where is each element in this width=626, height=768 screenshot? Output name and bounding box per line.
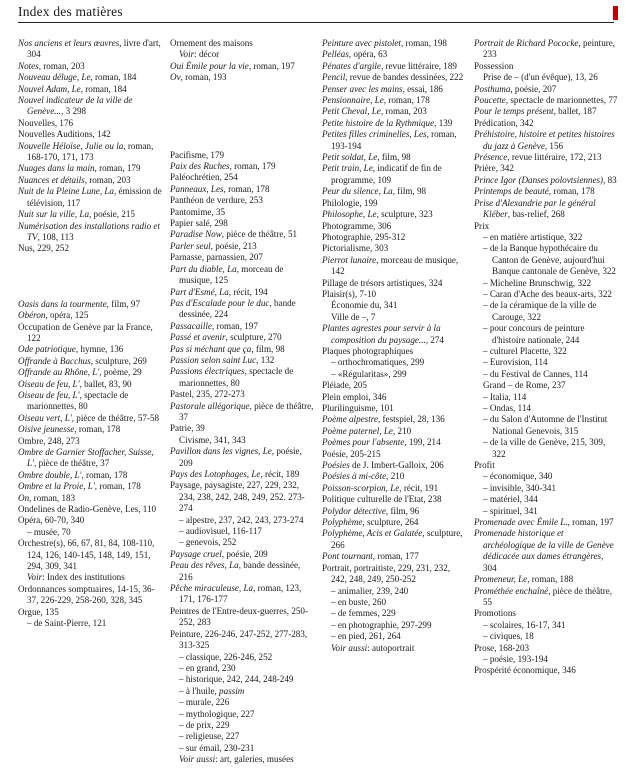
index-entry: Nouvelle Héloïse, Julie ou la, roman, 168-170, 171, 173	[18, 140, 154, 163]
index-entry: Pas si méchant que ça, film, 98	[170, 343, 285, 354]
index-subentry: Ville de –, 7	[331, 311, 376, 322]
index-entry: Pléiade, 205	[322, 380, 367, 391]
index-subentry: – de prix, 229	[179, 719, 230, 730]
index-entry: Nouveau déluge, Le, roman, 184	[18, 72, 137, 83]
index-entry: Posthuma, poésie, 207	[474, 83, 557, 94]
index-entry: Poisson-scorpion, Le, récit, 191	[322, 482, 439, 493]
index-entry: Paix des Ruches, roman, 179	[170, 161, 276, 172]
index-entry: Parler seul, poésie, 213	[170, 240, 257, 251]
index-entry: Peur du silence, La, film, 98	[322, 186, 427, 197]
index-entry: Pictorialisme, 303	[322, 243, 389, 254]
index-entry: Oiseau de feu, L', spectacle de marionnettes, 80	[18, 389, 129, 412]
index-entry: Politique culturelle de l'Etat, 238	[322, 494, 442, 505]
index-entry: Prière, 342	[474, 163, 514, 174]
index-entry: Portrait de Richard Pococke, peinture, 233	[474, 38, 616, 60]
index-subentry: Voir: décor	[179, 49, 220, 60]
index-entry: Peinture, 226-246, 247-252, 277-283, 313-325	[170, 628, 308, 651]
index-entry: Papier salé, 298	[170, 218, 228, 229]
index-entry: Nuances et détails, roman, 203	[18, 174, 131, 185]
index-subentry: Voir aussi: autoportrait	[331, 642, 415, 653]
index-entry: Ov, roman, 193	[170, 72, 227, 83]
index-entry: Prix	[474, 220, 490, 231]
index-column-1	[18, 38, 162, 630]
index-subentry: – scolaires, 16-17, 341	[483, 619, 566, 630]
index-entry: Occupation de Genève par la France, 122	[18, 321, 153, 343]
index-subentry: – Ondas, 114	[483, 403, 531, 413]
index-subentry: – spirituel, 341	[483, 505, 538, 516]
index-entry: Prédication, 342	[474, 117, 534, 128]
index-entry: Polyphème, sculpture, 264	[322, 517, 419, 528]
index-entry: Préhistoire, histoire et petites histoires du jazz à Genève, 156	[474, 129, 615, 151]
index-entry: Promotions	[474, 608, 516, 619]
index-subentry: – animalier, 239, 240	[331, 585, 409, 596]
index-entry: Patrie, 39	[170, 423, 205, 434]
index-entry: Pêche miraculeuse, La, roman, 123, 171, 176-177	[170, 583, 302, 605]
index-entry: Nouvel Adam, Le, roman, 184	[18, 83, 127, 94]
index-subentry: – Eurovision, 114	[483, 357, 548, 368]
index-columns	[18, 38, 616, 766]
index-subentry: – économique, 340	[483, 471, 553, 482]
letter-gap	[18, 255, 162, 277]
index-entry: Petit train, Le, indicatif de fin de programme, 109	[322, 163, 442, 185]
index-entry: Opéra, 60-70, 340	[18, 515, 85, 526]
index-entry: Nouvel indicateur de la ville de Genève..., 3 298	[18, 95, 133, 117]
index-entry: Pastel, 235, 272-273	[170, 389, 245, 400]
index-subentry: – musée, 70	[27, 526, 71, 537]
index-entry: Poésie, 205-215	[322, 448, 381, 459]
index-entry: Profit	[474, 460, 495, 471]
index-subentry: Prise de – (d'un évêque), 13, 26	[483, 72, 598, 83]
index-entry: Poème alpestre, festspiel, 28, 136	[322, 414, 445, 425]
index-entry: Nuit sur la ville, La, poésie, 215	[18, 209, 135, 220]
index-subentry: – de la Banque hypothécaire du Canton de Genève, aujourd'hui Banque cantonale de Genève, 322	[483, 243, 616, 277]
index-entry: Oisive jeunesse, roman, 178	[18, 424, 121, 435]
index-entry: Possession	[474, 60, 514, 71]
index-entry: Prince Igor (Danses polovtsiennes), 83	[474, 174, 617, 185]
index-entry: Philosophe, Le, sculpture, 323	[322, 209, 433, 220]
index-entry: Prose, 168-203	[474, 642, 530, 653]
index-entry: Poème paternel, Le, 210	[322, 425, 412, 436]
index-entry: Photogramme, 306	[322, 220, 392, 231]
index-entry: Numérisation des installations radio et TV, 108, 113	[18, 220, 160, 242]
index-subentry: Grand – de Rome, 237	[483, 380, 566, 391]
index-entry: Pantomime, 35	[170, 206, 226, 217]
index-entry: Panneaux, Les, roman, 178	[170, 183, 270, 194]
index-entry: Ondelines de Radio-Genève, Les, 110	[18, 504, 157, 515]
letter-gap	[170, 128, 314, 150]
index-column-3	[322, 38, 466, 654]
index-entry: Peintres de l'Entre-deux-guerres, 250-252, 283	[170, 605, 308, 628]
index-entry: Poucette, spectacle de marionnettes, 77	[474, 95, 618, 106]
index-subentry: – du Salon d'Automne de l'Institut National Genevois, 315	[483, 414, 608, 436]
index-entry: Offrande au Rhône, L', poème, 29	[18, 367, 142, 378]
index-entry: Poésies à mi-côte, 210	[322, 471, 405, 482]
page-title: Index des matières	[18, 4, 123, 19]
index-entry: Petite histoire de la Rythmique, 139	[322, 117, 453, 128]
index-entry: Nouvelles Auditions, 142	[18, 129, 111, 140]
index-entry: Plaisir(s), 7-10	[322, 288, 377, 299]
index-entry: Notes, roman, 203	[18, 60, 85, 71]
index-entry: Pacifisme, 179	[170, 149, 225, 160]
index-entry: Nuages dans la main, roman, 179	[18, 163, 141, 174]
index-entry: Ode patriotique, hymne, 136	[18, 344, 124, 355]
index-subentry: Économie du, 341	[331, 300, 398, 311]
index-entry: Petit Cheval, Le, roman, 203	[322, 106, 427, 117]
index-entry: Poésies de J. Imbert-Galloix, 206	[322, 460, 444, 471]
index-entry: On, roman, 183	[18, 492, 76, 503]
index-entry: Ombre double, L', roman, 178	[18, 469, 128, 480]
index-entry: Nus, 229, 252	[18, 243, 70, 254]
index-entry: Nouvelles, 176	[18, 117, 74, 128]
index-entry: Oiseau vert, L', pièce de théâtre, 57-58	[18, 412, 160, 423]
index-entry: Pillage de trésors artistiques, 324	[322, 277, 443, 288]
index-entry: Pencil, revue de bandes dessinées, 222	[322, 72, 464, 83]
index-entry: Prise d'Alexandrie par le général Kléber, bas-relief, 268	[474, 197, 596, 220]
index-subentry: – «Régularitas», 299	[331, 368, 407, 379]
index-subentry: – en pied, 261, 264	[331, 631, 401, 642]
index-entry: Pierrot lunaire, morceau de musique, 142	[322, 254, 459, 277]
index-subentry: – pour concours de peinture d'histoire nationale, 244	[483, 323, 585, 345]
index-subentry: – de la ville de Genève, 215, 309, 322	[483, 437, 606, 459]
index-entry: Petit soldat, Le, film, 98	[322, 152, 411, 163]
letter-gap	[170, 84, 314, 106]
index-entry: Printemps de beauté, roman, 178	[474, 186, 595, 197]
index-subentry: – mythologique, 227	[179, 708, 255, 719]
index-entry: Passions électriques, spectacle de marionnettes, 80	[170, 366, 294, 388]
header-accent-mark	[613, 6, 618, 20]
letter-gap	[170, 106, 314, 128]
index-entry: Polyphème, Acis et Galatée, sculpture, 266	[322, 528, 463, 550]
index-subentry: – Micheline Brunschwig, 322	[483, 277, 592, 288]
index-subentry: – poésie, 193-194	[483, 653, 548, 664]
index-column-4	[474, 38, 618, 677]
index-subentry: – à l'huile, passim	[179, 685, 245, 696]
index-subentry: – alpestre, 237, 242, 243, 273-274	[179, 514, 304, 525]
index-entry: Plaques photographiques	[322, 345, 414, 356]
index-subentry: – Caran d'Ache des beaux-arts, 322	[483, 288, 612, 299]
index-subentry: Civisme, 341, 343	[179, 434, 246, 445]
index-column-2	[170, 38, 314, 766]
index-subentry: – en photographie, 297-299	[331, 619, 432, 630]
index-entry: Ombre et la Proie, L', roman, 178	[18, 481, 141, 492]
index-entry: Passacaille, roman, 197	[170, 320, 258, 331]
index-subentry: – Italia, 114	[483, 391, 527, 402]
index-entry: Promenade avec Émile L., roman, 197	[474, 517, 614, 528]
index-entry: Ordonnances somptuaires, 14-15, 36-37, 226-229, 258-260, 328, 345	[18, 583, 155, 606]
index-entry: Part du diable, La, morceau de musique, 125	[170, 263, 284, 286]
index-entry: Plantes agrestes pour servir à la composition du paysage..., 274	[322, 323, 444, 345]
index-entry: Paradise Now, pièce de théâtre, 51	[170, 229, 298, 240]
index-subentry: – culturel Placette, 322	[483, 345, 567, 356]
index-entry: Orgue, 135	[18, 606, 59, 617]
index-subentry: – orthochromatiques, 299	[331, 357, 425, 368]
index-entry: Portrait, portraitiste, 229, 231, 232, 242, 248, 249, 250-252	[322, 562, 451, 585]
index-entry: Penser avec les mains, essai, 186	[322, 83, 443, 94]
index-entry: Oasis dans la tourmente, film, 97	[18, 298, 141, 309]
index-entry: Poèmes pour l'absente, 199, 214	[322, 437, 441, 448]
index-entry: Oui Émile pour la vie, roman, 197	[170, 60, 295, 71]
index-entry: Parnasse, parnassien, 207	[170, 252, 263, 263]
index-entry: Photographie, 295-312	[322, 231, 406, 242]
index-entry: Part d'Esmé, La, récit, 194	[170, 286, 268, 297]
index-entry: Offrande à Bacchus, sculpture, 269	[18, 355, 147, 366]
index-entry: Paysage, paysagiste, 227, 229, 232, 234, 238, 242, 248, 249, 252. 273-274	[170, 480, 305, 514]
index-entry: Paysage cruel, poésie, 209	[170, 548, 268, 559]
index-entry: Pavillon dans les vignes, Le, poésie, 209	[170, 446, 302, 468]
index-subentry: – en grand, 230	[179, 662, 236, 673]
index-entry: Pas d'Escalade pour le duc, bande dessinée, 224	[170, 297, 296, 320]
index-entry: Plein emploi, 346	[322, 391, 387, 402]
index-entry: Promenade historique et archéologique de la ville de Genève dédicacée aux dames étrangères, 304	[474, 528, 614, 573]
letter-gap	[18, 277, 162, 299]
index-entry: Prospérité économique, 346	[474, 665, 576, 676]
index-subentry: – invisible, 340-341	[483, 482, 556, 493]
index-entry: Pensionnaire, Le, roman, 178	[322, 95, 430, 106]
index-entry: Passion selon saint Luc, 132	[170, 354, 275, 365]
index-subentry: – matériel, 344	[483, 494, 538, 505]
index-entry: Obéron, opéra, 125	[18, 310, 89, 321]
index-entry: Pastorale allégorique, pièce de théâtre, 37	[170, 400, 314, 422]
index-entry: Passé et avenir, sculpture, 270	[170, 332, 282, 343]
index-entry: Peau des rêves, La, bande dessinée, 216	[170, 560, 301, 582]
index-subentry: – classique, 226-246, 252	[179, 651, 273, 662]
index-entry: Polydor détective, film, 96	[322, 505, 420, 516]
index-subentry: – genevois, 252	[179, 537, 237, 548]
index-entry: Présence, revue littéraire, 172, 213	[474, 152, 602, 163]
index-subentry: – du Festival de Cannes, 114	[483, 368, 588, 379]
index-entry: Nuit de la Pleine Lune, La, émission de télévision, 117	[18, 186, 162, 208]
index-subentry: – en buste, 260	[331, 596, 387, 607]
index-subentry: – en matière artistique, 322	[483, 231, 583, 242]
index-subentry: – de Saint-Pierre, 121	[27, 618, 107, 629]
index-entry: Pays des Lotophages, Le, récit, 189	[170, 469, 300, 479]
index-entry: Paléochrétien, 254	[170, 172, 238, 183]
index-subentry: Voir aussi: art, galeries, musées	[179, 754, 294, 765]
index-entry: Peinture avec pistolet, roman, 198	[322, 38, 447, 48]
index-subentry: – sur émail, 230-231	[179, 742, 255, 753]
index-subentry: – religieuse, 227	[179, 731, 240, 742]
index-entry: Ombre de Garnier Stoffacher, Suisse, L', pièce de théâtre, 37	[18, 447, 154, 469]
index-entry: Orchestre(s), 66, 67, 81, 84, 108-110, 124, 126, 140-145, 148, 149, 151, 294, 309, 341	[18, 538, 155, 572]
index-subentry: – murale, 226	[179, 697, 230, 708]
index-entry: Ornement des maisons	[170, 38, 253, 48]
index-subentry: – historique, 242, 244, 248-249	[179, 674, 294, 685]
page-header	[18, 4, 614, 23]
index-entry: Plurilinguisme, 101	[322, 403, 394, 413]
index-entry: Pelléas, opéra, 63	[322, 49, 388, 60]
index-entry: Ombre, 248, 273	[18, 435, 80, 446]
index-subentry: Voir: Index des institutions	[27, 572, 125, 583]
index-subentry: – de la céramique de la ville de Carouge, 322	[483, 300, 597, 322]
index-subentry: – de femmes, 229	[331, 608, 396, 619]
index-subentry: – audiovisuel, 116-117	[179, 526, 262, 537]
index-entry: Petites filles criminelles, Les, roman, 193-194	[322, 129, 457, 151]
index-entry: Prométhée enchaîné, pièce de théâtre, 55	[474, 585, 613, 607]
index-entry: Nos anciens et leurs œuvres, livre d'art, 304	[18, 38, 161, 60]
index-entry: Pour le temps présent, ballet, 187	[474, 106, 597, 117]
index-entry: Pont tournant, roman, 177	[322, 551, 419, 562]
index-entry: Promeneur, Le, roman, 188	[474, 574, 574, 585]
index-entry: Panthéon de verdure, 253	[170, 195, 263, 206]
index-subentry: – civiques, 18	[483, 631, 534, 642]
index-entry: Oiseau de feu, L', ballet, 83, 90	[18, 378, 132, 389]
index-entry: Pénates d'argile, revue littéraire, 189	[322, 60, 457, 71]
index-entry: Philologie, 199	[322, 197, 378, 208]
